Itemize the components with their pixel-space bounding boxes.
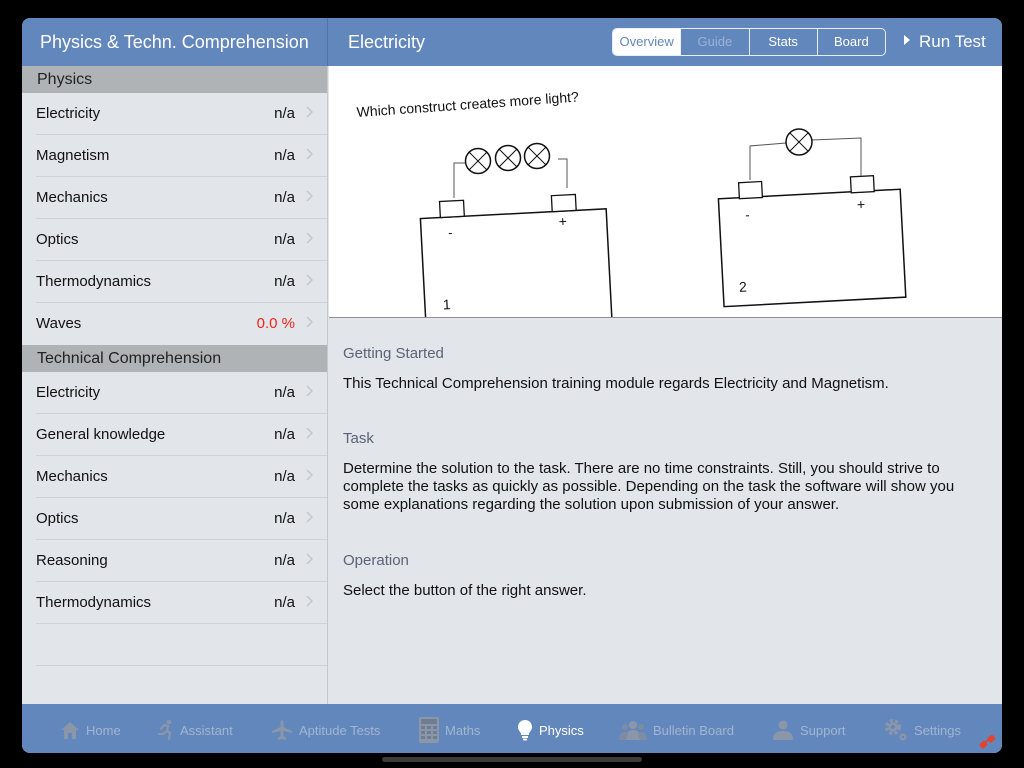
sidebar-title: Physics & Techn. Comprehension: [40, 32, 309, 52]
item-label: Reasoning: [36, 552, 108, 569]
battery-2-label: 2: [738, 278, 748, 295]
chevron-right-icon: [306, 148, 313, 160]
item-value: n/a: [274, 147, 295, 164]
empty-row: [22, 624, 327, 666]
tab-bar: [22, 704, 1002, 753]
item-value-score: 0.0 %: [256, 315, 295, 332]
segment-guide[interactable]: Guide: [680, 29, 748, 55]
item-label: Waves: [36, 315, 82, 332]
item-value: n/a: [274, 105, 295, 122]
group-icon: [619, 720, 647, 740]
running-person-icon: [156, 719, 174, 741]
circuit-diagram: [329, 66, 1002, 318]
tab-label: Assistant: [180, 722, 233, 738]
item-label: Optics: [36, 231, 79, 248]
sidebar-item-physics-mechanics[interactable]: [22, 177, 327, 219]
tab-assistant[interactable]: [156, 719, 233, 741]
sidebar-item-physics-optics[interactable]: [22, 219, 327, 261]
tab-label: Aptitude Tests: [299, 722, 381, 738]
navigation-bar: [22, 18, 1002, 66]
sidebar-item-physics-electricity[interactable]: [22, 93, 327, 135]
tab-home[interactable]: [60, 719, 121, 741]
section-header-technical-comprehension: Technical Comprehension: [22, 345, 327, 372]
question-figure: [329, 66, 1002, 318]
play-icon: [904, 35, 910, 45]
item-label: Mechanics: [36, 468, 108, 485]
sidebar-item-tech-optics[interactable]: [22, 498, 327, 540]
connection-plug-icon: [979, 734, 997, 750]
chevron-right-icon: [306, 427, 313, 439]
tab-label: Home: [86, 722, 121, 738]
section-heading-getting-started: Getting Started: [343, 345, 444, 362]
bulb-icon: [466, 144, 550, 174]
sidebar-header: [22, 18, 328, 66]
battery-1: [420, 193, 612, 318]
chevron-right-icon: [306, 316, 313, 328]
chevron-right-icon: [306, 385, 313, 397]
tab-support[interactable]: [772, 719, 846, 741]
item-value: n/a: [274, 594, 295, 611]
section-header-physics: Physics: [22, 66, 327, 93]
tab-label: Maths: [445, 722, 481, 738]
segment-board[interactable]: Board: [817, 29, 885, 55]
bulb-icon: [786, 129, 812, 155]
battery-2: [718, 174, 906, 306]
item-label: Mechanics: [36, 189, 108, 206]
sidebar-item-physics-magnetism[interactable]: [22, 135, 327, 177]
item-label: Thermodynamics: [36, 273, 152, 290]
section-text-task: Determine the solution to the task. There are no time constraints. Still, you should strive to complete the tasks as quickly as possible. Depending on the task the software will show you some explanations regarding the solution upon submission of your answer.: [343, 460, 955, 513]
segmented-control: [612, 28, 886, 56]
svg-text:+: +: [558, 212, 568, 230]
item-value: n/a: [274, 231, 295, 248]
section-text-getting-started: This Technical Comprehension training module regards Electricity and Magnetism.: [343, 375, 889, 392]
item-value: n/a: [274, 468, 295, 485]
chevron-right-icon: [306, 232, 313, 244]
gears-icon: [884, 718, 908, 742]
item-value: n/a: [274, 552, 295, 569]
item-label: Optics: [36, 510, 79, 527]
item-value: n/a: [274, 426, 295, 443]
sidebar-item-physics-thermodynamics[interactable]: [22, 261, 327, 303]
detail-content: [329, 66, 1002, 704]
section-text-operation: Select the button of the right answer.: [343, 582, 587, 599]
item-label: General knowledge: [36, 426, 166, 443]
chevron-right-icon: [306, 106, 313, 118]
tab-label: Physics: [539, 722, 584, 738]
house-icon: [60, 720, 80, 740]
chevron-right-icon: [306, 469, 313, 481]
item-value: n/a: [274, 189, 295, 206]
svg-text:-: -: [447, 224, 453, 241]
battery-1-label: 1: [442, 296, 452, 313]
item-label: Magnetism: [36, 147, 110, 164]
chevron-right-icon: [306, 553, 313, 565]
svg-text:-: -: [744, 207, 751, 223]
tab-maths[interactable]: [419, 719, 480, 741]
tab-label: Bulletin Board: [653, 722, 734, 738]
question-text: Which construct creates more light?: [356, 88, 580, 120]
sidebar-item-tech-mechanics[interactable]: [22, 456, 327, 498]
segment-overview[interactable]: Overview: [613, 29, 680, 55]
item-value: n/a: [274, 510, 295, 527]
detail-title: Electricity: [348, 32, 426, 52]
tab-settings[interactable]: [884, 719, 961, 741]
calculator-icon: [419, 717, 439, 743]
tab-label: Support: [800, 722, 846, 738]
segment-stats[interactable]: Stats: [749, 29, 817, 55]
run-test-button[interactable]: [904, 32, 986, 52]
item-value: n/a: [274, 273, 295, 290]
tab-aptitude-tests[interactable]: [271, 719, 380, 741]
item-label: Electricity: [36, 105, 101, 122]
airplane-icon: [271, 719, 293, 741]
sidebar-item-tech-general-knowledge[interactable]: [22, 414, 327, 456]
section-heading-task: Task: [343, 430, 374, 447]
item-label: Thermodynamics: [36, 594, 152, 611]
tab-physics[interactable]: [517, 719, 584, 741]
sidebar-item-tech-reasoning[interactable]: [22, 540, 327, 582]
sidebar-item-tech-electricity[interactable]: [22, 372, 327, 414]
tab-bulletin-board[interactable]: [619, 719, 734, 741]
section-heading-operation: Operation: [343, 552, 409, 569]
sidebar-item-physics-waves[interactable]: [22, 303, 327, 345]
item-label: Electricity: [36, 384, 101, 401]
home-indicator[interactable]: [382, 757, 642, 762]
run-test-label: Run Test: [919, 32, 986, 51]
sidebar-item-tech-thermodynamics[interactable]: [22, 582, 327, 624]
tab-label: Settings: [914, 722, 961, 738]
chevron-right-icon: [306, 511, 313, 523]
lightbulb-icon: [517, 719, 533, 741]
person-icon: [772, 720, 794, 740]
app-window: [22, 18, 1002, 753]
svg-text:+: +: [856, 196, 866, 213]
item-value: n/a: [274, 384, 295, 401]
chevron-right-icon: [306, 595, 313, 607]
chevron-right-icon: [306, 190, 313, 202]
sidebar: [22, 66, 328, 704]
chevron-right-icon: [306, 274, 313, 286]
